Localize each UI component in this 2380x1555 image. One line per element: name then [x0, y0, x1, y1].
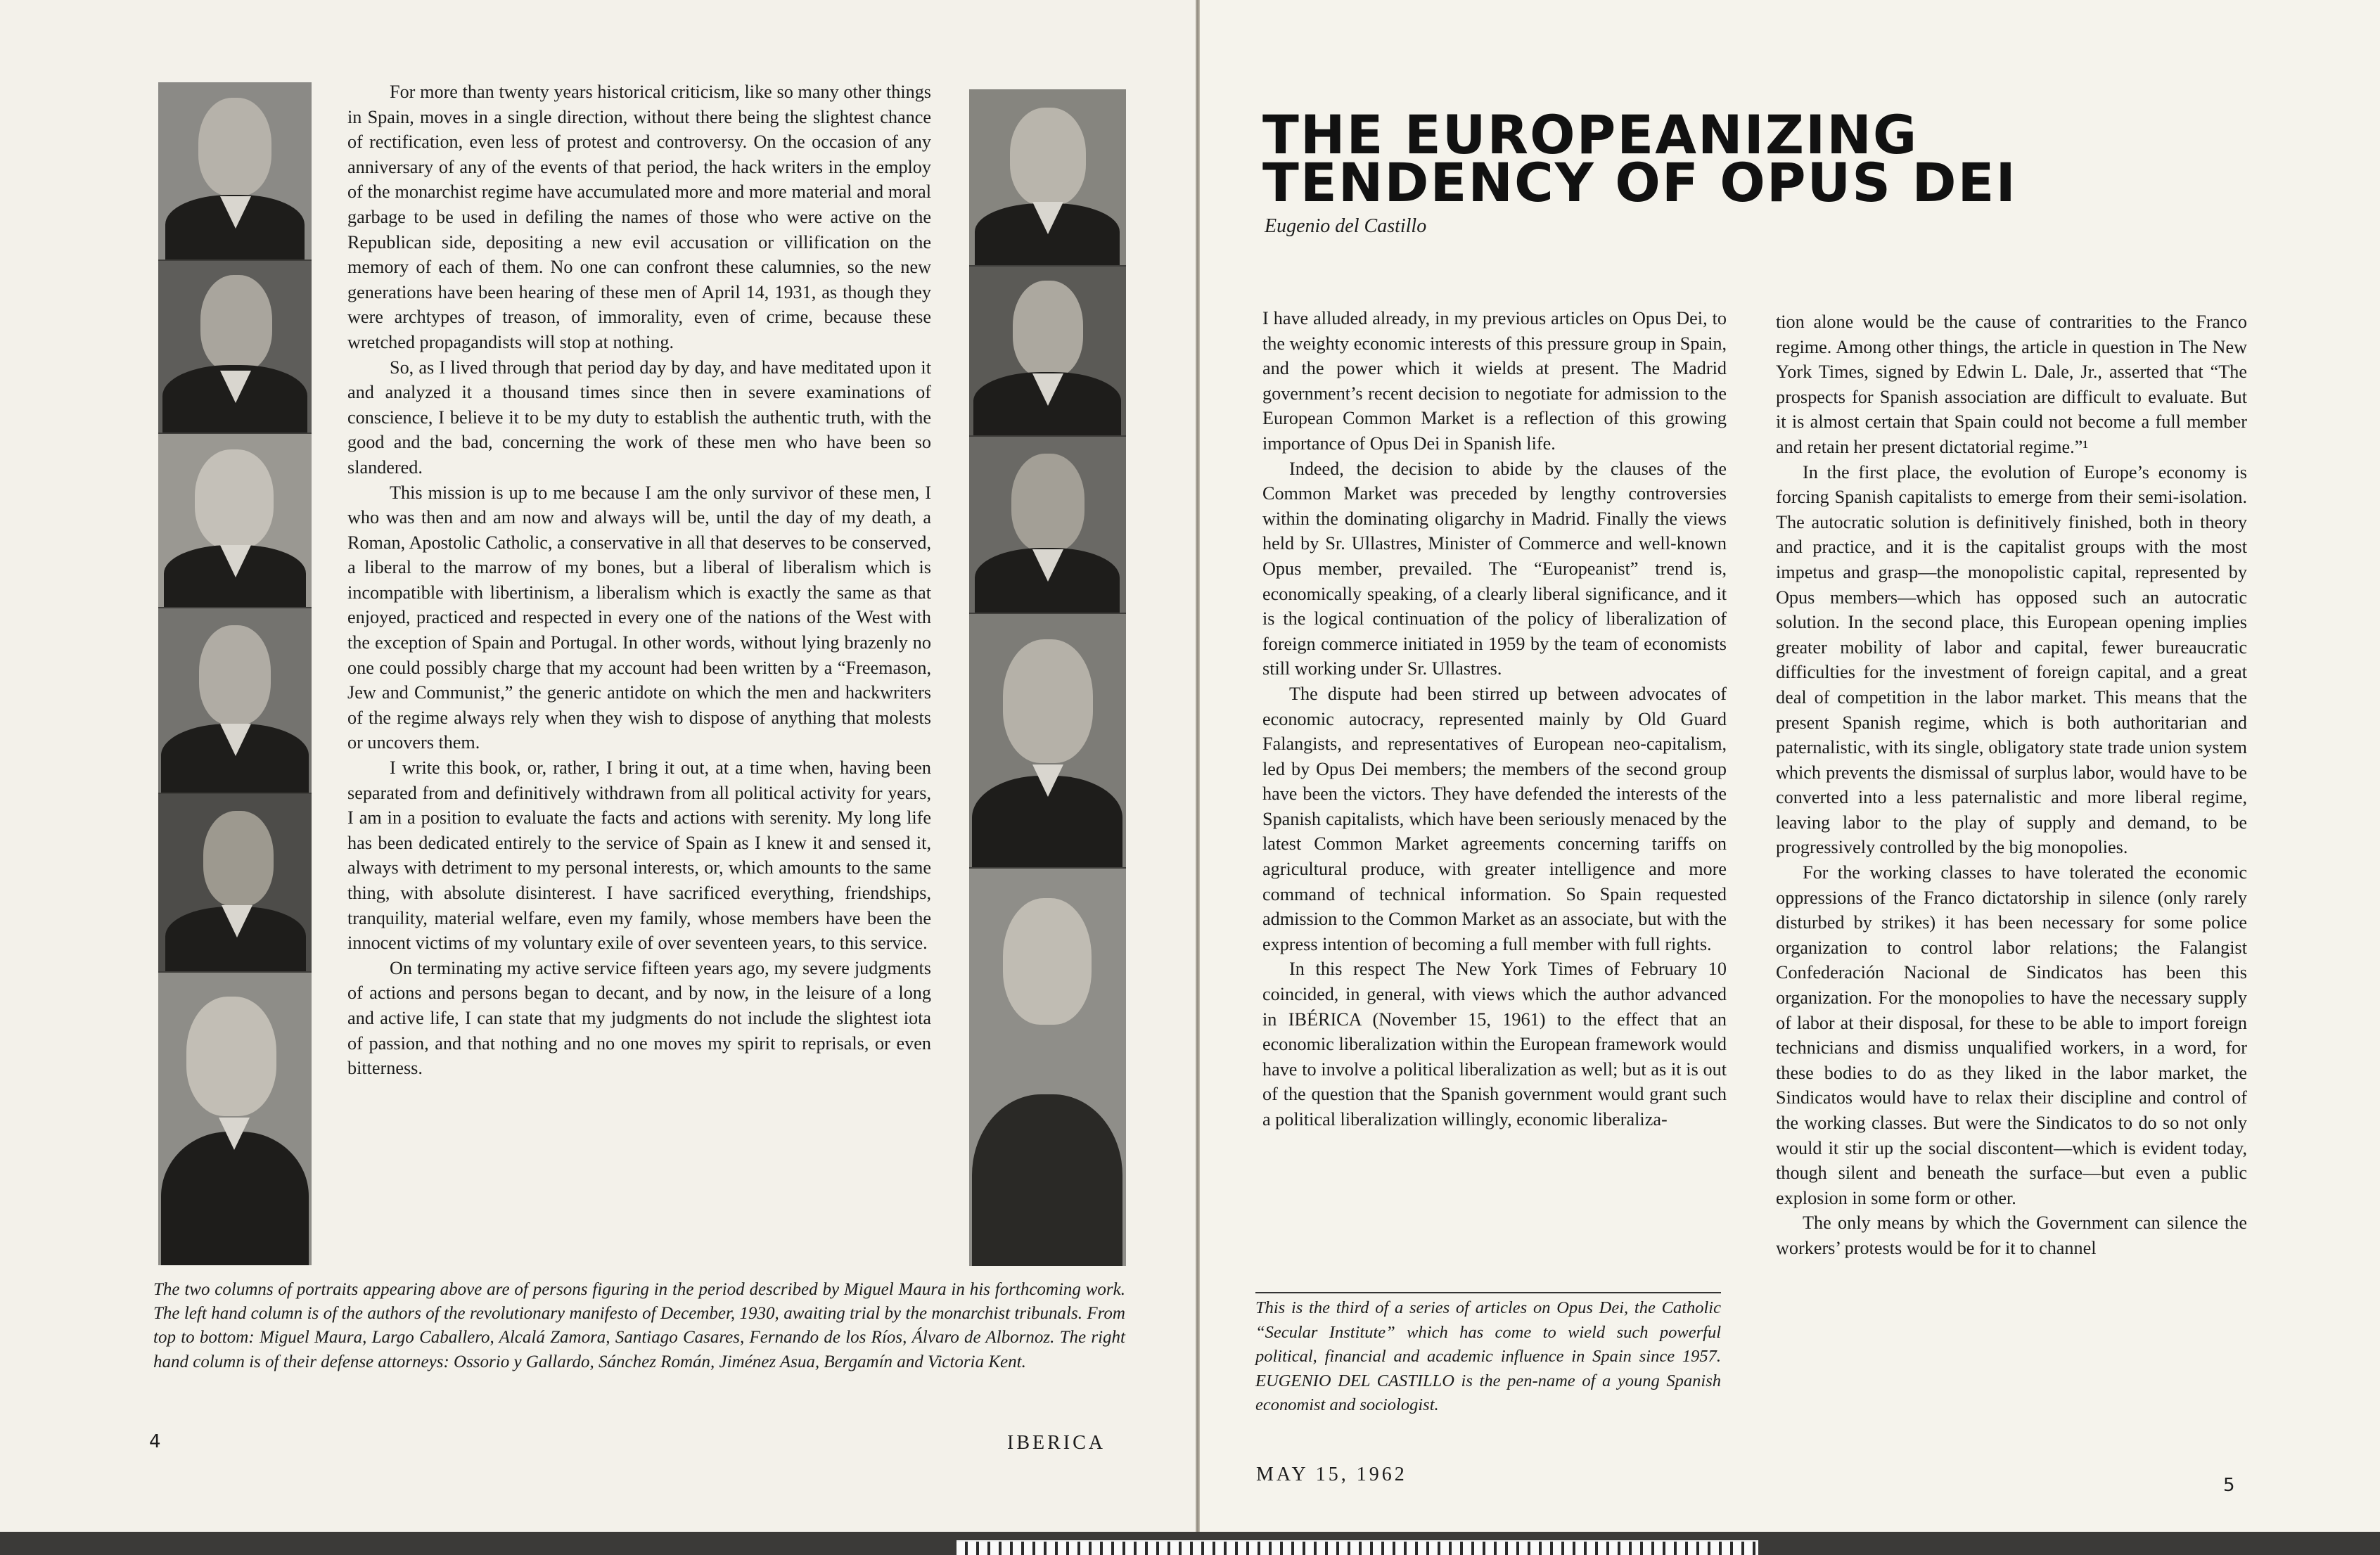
portrait-column-right [969, 89, 1126, 1266]
memoir-excerpt-text [347, 79, 931, 1081]
portraits-caption: The two columns of portraits appearing above are of persons figuring in the period described by Miguel Maura in his forthcoming work. The left hand column is of the authors of the revolutionary manifesto of December, 1930, awaiting trial by the monarchist tribunals. From top to bottom: Miguel Maura, Largo Caballero, Alcalá Zamora, Santiago Casares, Fernando de los Ríos, Álvaro de Albornoz. The right hand column is of their defense attorneys: Ossorio y Gallardo, Sánchez Román, Jiménez Asua, Bergamín and Victoria Kent. [153, 1280, 1125, 1371]
portrait-ossorio-y-gallardo [969, 89, 1126, 267]
paragraph: The dispute had been stirred up between advocates of economic autocracy, represented mainly by Old Guard Falangists, and representatives of European neo-capitalism, led by Opus Dei members; the members of the second group have been the victors. They have defended the interests of the Spanish capitalists, which have been seriously menaced by the latest Common Market agreements concerning tariffs on agricultural produce, with greater intelligence and more command of technical information. So Spain requested admission to the Common Market as an associate, but with the express intention of becoming a full member with full rights. [1262, 683, 1727, 954]
paragraph: For more than twenty years historical criticism, like so many other things in Spain, moves in a single direction, without there being the slightest chance of rectification, even less of protest and controversy. On the occasion of any anniversary of any of the events of that period, the hack writers in the employ of the monarchist regime have accumulated more and more material and moral garbage to be used in defiling the names of those who were active on the Republican side, depositing a new evil accusation or villification on the memory of each of them. No one can confront these calumnies, so the new generations have been hearing of these men of April 14, 1931, as though they were archtypes of treason, of immorality, even of crime, because these wretched propagandists will stop at nothing. [347, 82, 931, 352]
paragraph: In the first place, the evolution of Europe’s economy is forcing Spanish capitalists to emerge from their semi-isolation. The autocratic solution is definitively finished, both in theory and practice, and it is the capitalist groups with the most impetus and grasp—the monopolistic capital, represented by Opus members—which has opposed such an autocratic solution. In the second place, this European opening implies greater mobility of labor and capital, fewer bureaucratic difficulties for the investment of foreign capital, and a great deal of competition in the labor market. This means that the present Spanish regime, which is both authoritarian and paternalistic, with its single, obligatory state trade union system which prevents the dismissal of surplus labor, would have to be converted into a less paternalistic and more liberal regime, leaving labor to the play of supply and demand, to be progressively controlled by the big monopolies. [1776, 461, 2247, 858]
paragraph: On terminating my active service fifteen years ago, my severe judgments of actions and persons began to decant, and by now, in the leisure of a long and active life, I can state that my judgments do not include the slightest iota of passion, and that nothing and no one moves my spirit to reprisals, or even bitterness. [347, 957, 931, 1079]
paragraph: This mission is up to me because I am the only survivor of these men, I who was then and am now and always will be, until the day of my death, a Roman, Apostolic Catholic, a conservative in all that deserves to be conserved, a liberal to the marrow of my bones, but a liberal of liberalism which is incompatible with libertinism, a liberalism which is exactly the same as that enjoyed, practiced and respected in every one of the nations of the West with the exception of Spain and Portugal. In other words, without lying brazenly no one could possibly charge that my account had been written by a “Freemason, Jew and Communist,” the generic antidote on which the men and hackwriters of the regime always rely when they wish to dispose of anything that molests or uncovers them. [347, 482, 931, 753]
page-number-right: 5 [2223, 1475, 2235, 1496]
article-column-1 [1262, 306, 1727, 1132]
running-head-iberica: IBERICA [1007, 1432, 1106, 1454]
paragraph: I write this book, or, rather, I bring it out, at a time when, having been separated from and definitively withdrawn from all political activity for years, I am in a position to evaluate the facts and actions with serenity. My long life has been dedicated entirely to the service of Spain as I knew it and sensed it, always with detriment to my personal interests, or, which amounts to the same thing, with absolute disinterest. I have sacrificed everything, friendships, tranquility, material welfare, even my family, whose members have been the innocent victims of my voluntary exile of over seventeen years, to this service. [347, 757, 931, 954]
portrait-column-left [158, 82, 312, 1265]
portrait-alvaro-de-albornoz [158, 973, 312, 1265]
portrait-bergamin [969, 614, 1126, 869]
portrait-miguel-maura [158, 82, 312, 261]
paragraph: I have alluded already, in my previous articles on Opus Dei, to the weighty economic interests of this pressure group in Spain, and the power which it wields at present. The Madrid government’s recent decision to negotiate for admission to the European Common Market is a reflection of this growing importance of Opus Dei in Spanish life. [1262, 308, 1727, 454]
paragraph: For the working classes to have tolerated the economic oppressions of the Franco dictatorship in silence (only rarely disturbed by strikes) it has been necessary for some police organization to control labor relations; the Falangist Confederación Nacional de Sindicatos has been this organization. For the monopolies to have the necessary supply of labor at their disposal, for these to be able to import foreign technicians and dismiss unqualified workers, in a word, for these bodies to do as they liked in the labor market, the Sindicatos would have to relax their discipline and control of the working classes. But were the Sindicatos to do so not only would it stir up the social discontent—which is evident today, though silent and beneath the surface—but even a public explosion in some form or other. [1776, 862, 2247, 1208]
portrait-victoria-kent [969, 869, 1126, 1266]
left-page [0, 0, 1196, 1532]
paragraph: Indeed, the decision to abide by the clauses of the Common Market was preceded by lengthy controversies within the dominating oligarchy in Madrid. Finally the views held by Sr. Ullastres, Minister of Commerce and well-known Opus member, prevailed. The “Europeanist” trend is, economically speaking, of a clearly liberal significance, and it is the logical continuation of the policy of liberalization of foreign commerce initiated in 1959 by the team of economists still working under Sr. Ullastres. [1262, 458, 1727, 679]
article-byline: Eugenio del Castillo [1265, 215, 1427, 237]
page-number-left: 4 [149, 1431, 161, 1452]
paragraph: So, as I lived through that period day by day, and have meditated upon it and analyzed it a thousand times since then in severe examinations of conscience, I believe it to be my duty to establish the authentic truth, with the good and the bad, concerning the work of these men who have been so slandered. [347, 357, 931, 478]
article-footnote: This is the third of a series of articles on Opus Dei, the Catholic “Secular Institute” which has come to wield such powerful political, financial and academic influence in Spain since 1957. EUGENIO DEL CASTILLO is the pen-name of a young Spanish economist and sociologist. [1255, 1292, 1721, 1418]
portrait-fernando-de-los-rios [158, 794, 312, 973]
scan-ruler [957, 1540, 1758, 1555]
portrait-santiago-casares [158, 608, 312, 794]
portrait-jimenez-asua [969, 437, 1126, 614]
article-title: THE EUROPEANIZING TENDENCY OF OPUS DEI [1262, 103, 2017, 214]
paragraph: In this respect The New York Times of February 10 coincided, in general, with views which the author advanced in IBÉRICA (November 15, 1961) to the effect that an economic liberalization within the European framework would have to involve a political liberalization as well; but as it is out of the question that the Spanish government would grant such a political liberalization willingly, economic liberaliza- [1262, 959, 1727, 1130]
paragraph: The only means by which the Government can silence the workers’ protests would be for it to channel [1776, 1212, 2247, 1258]
paragraph: tion alone would be the cause of contrarities to the Franco regime. Among other things, the article in question in The New York Times, signed by Edwin L. Dale, Jr., asserted that “The prospects for Spanish association are difficult to evaluate. But it is almost certain that Spain could not become a full member and retain her present dictatorial regime.”¹ [1776, 312, 2247, 457]
article-column-2 [1776, 309, 2247, 1261]
portrait-largo-caballero [158, 261, 312, 434]
portrait-sanchez-roman [969, 267, 1126, 437]
date-line: MAY 15, 1962 [1256, 1464, 1407, 1485]
portrait-alcala-zamora [158, 434, 312, 608]
